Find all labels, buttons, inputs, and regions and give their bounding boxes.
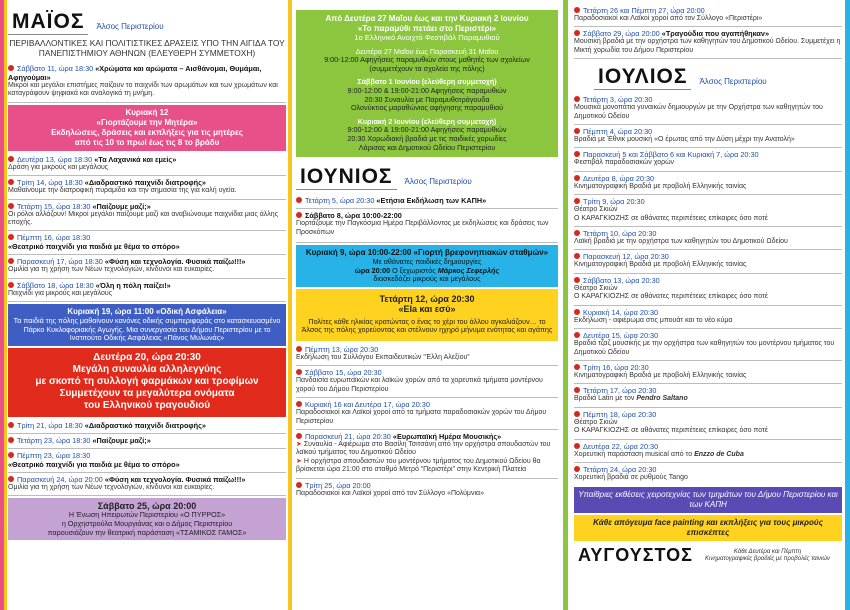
august-note: Κάθε Δευτέρα και Πέμπτη xyxy=(733,548,802,555)
event-desc: Ο ΚΑΡΑΓΚΙΟΖΗΣ σε αθάνατες περιπέτειες επίκαιρες όσο ποτέ xyxy=(574,293,768,301)
event-title: «Θεατρικό παιχνίδι για παιδιά με θέμα το σπόρο» xyxy=(8,242,180,252)
event-desc: Ομιλία για τη χρήση των Νέων τεχνολογιών, κίνδυνοι και ευκαιρίες. xyxy=(8,484,215,492)
event-title: «Φύση και τεχνολογία. Φυσικά παίζω!!!» xyxy=(104,257,246,267)
box-line: Κυριακή 9, ώρα 10:00-22:00 «Γιορτή βρεφονηπιακών σταθμών» xyxy=(305,247,549,257)
bullet-icon xyxy=(296,197,302,203)
bullet-icon xyxy=(8,476,14,482)
event-desc: Παραδοσιακοί και Λαϊκοί χοροί από τον Σύλλογο «Περιστέρι» xyxy=(574,15,763,22)
event-desc: Εκδήλωση του Συλλόγου Εκπαιδευτικών “Έλλη Αλεξίου” xyxy=(296,353,470,361)
box-crafts-exhibition xyxy=(574,487,842,513)
box-line: Πολίτες κάθε ηλικίας κρατώντας ο ένας το χέρι του άλλου αγκαλιάζουν… το Άλσος της πόλης χορεύοντας και στέλνουν ηχηρό μήνυμα ενότητας και αγάπης xyxy=(301,316,553,335)
event-date: Πέμπτη 16, ώρα 18:30 xyxy=(17,233,91,243)
event-date: Παρασκευή 21, ώρα 20:30 xyxy=(305,431,391,441)
event-date: Δευτέρα 13, ώρα 18:30 xyxy=(17,154,93,164)
event-date: Τετάρτη 5, ώρα 20:30 xyxy=(305,196,375,206)
event-desc: Μουσική βραδιά με την ορχήστρα των καθηγητών του Δημοτικού Ωδείου. Συμμετέχει η Μικτή χορωδία του Δήμου Περιστερίου xyxy=(574,38,841,54)
box-face-painting xyxy=(574,515,842,541)
bullet-icon xyxy=(296,482,302,488)
bullet-icon xyxy=(8,234,14,240)
event-june-5 xyxy=(296,194,558,209)
event-desc: Ο ΚΑΡΑΓΚΙΟΖΗΣ σε αθάνατες περιπέτειες επίκαιρες όσο ποτέ xyxy=(574,427,768,435)
box-line: 9:00-12:00 Αφηγήσεις παραμυθιών στους μαθητές των σχολείων xyxy=(324,55,530,65)
event-title: «Τα Λαχανικά και εμείς» xyxy=(94,154,177,164)
bullet-icon xyxy=(296,433,302,439)
box-line: «Γιορτάζουμε την Μητέρα» xyxy=(96,117,198,127)
bullet-icon xyxy=(574,309,580,315)
month-title-may: ΜΑΪΟΣ xyxy=(8,10,88,35)
box-line: διασκεδάζει μικρούς και μεγάλους xyxy=(373,274,481,284)
event-date: Τετάρτη 3, ώρα 20:30 xyxy=(583,95,653,105)
bullet-icon xyxy=(296,346,302,352)
box-line: Λάρισας και Δημοτικού Ωδείου Περιστερίου xyxy=(358,142,496,152)
event-desc: Βραδιά τζαζ μουσικής με την ορχήστρα των καθηγητών του μοντέρνου τμήματος του Δημοτικού Ωδείου xyxy=(574,340,835,356)
box-line: Κυριακή 2 Ιουνίου (ελεύθερη συμμετοχή) xyxy=(357,116,497,126)
bullet-icon xyxy=(574,466,580,472)
event-july-15 xyxy=(574,329,842,361)
event-desc: Πανδαισία ευρωπαϊκών και λαϊκών χορών από τα χορευτικά τμήματα μοντέρνου χορού του Δήμου Περιστερίου xyxy=(296,377,543,393)
event-date: Παρασκευή 17, ώρα 18:30 xyxy=(17,257,103,267)
event-date: Κυριακή 14, ώρα 20:30 xyxy=(583,307,659,317)
event-desc: Γιορτάζουμε την Παγκόσμια Ημέρα Περιβάλλοντος με εκδηλώσεις και δράσεις των Προσκόπων xyxy=(296,220,549,236)
event-desc: Ο ΚΑΡΑΓΚΙΟΖΗΣ σε αθάνατες περιπέτειες επίκαιρες όσο ποτέ xyxy=(574,214,768,222)
bullet-icon xyxy=(574,198,580,204)
may-intro: ΠΕΡΙΒΑΛΛΟΝΤΙΚΕΣ ΚΑΙ ΠΟΛΙΤΙΣΤΙΚΕΣ ΔΡΑΣΕΙΣ ΥΠΟ ΤΗΝ ΑΙΓΙΔΑ ΤΟΥ ΠΑΝΕΠΙΣΤΗΜΙΟΥ ΑΘΗΝΩΝ (ΕΛΕΥΘΕΡΗ ΣΥΜΜΕΤΟΧΗ) xyxy=(9,38,285,58)
event-desc: Χορευτική βραδιά σε ρυθμούς Tango xyxy=(574,473,688,481)
event-subitem: ➤ Η ορχήστρα σπουδαστών του μοντέρνου τμήματος του Δημοτικού Ωδείου θα βρίσκεται ώρα 21:00 στο σταθμό Μετρό “Περιστέρι” στην Κεντρική Πλατεία xyxy=(296,457,541,474)
event-title: «Ετήσια Εκδήλωση των ΚΑΠΗ» xyxy=(376,196,487,206)
june-column xyxy=(296,10,558,501)
event-date: Πέμπτη 18, ώρα 20:30 xyxy=(583,409,657,419)
event-desc: Παραδοσιακοί και Λαϊκοί χοροί από τα τμήματα παραδοσιακών χορών του Δήμου Περιστερίου xyxy=(296,409,547,425)
event-desc: Οι ρόλοι αλλάζουν! Μικροί μεγάλοι παίζουμε μαζί και αναβιώνουμε παιχνίδια μιας άλλης εποχής. xyxy=(8,210,279,227)
box-ela-kai-esy xyxy=(296,289,558,341)
box-line: Με αθάνατες παιδικές δημιουργίες xyxy=(372,256,482,266)
bullet-icon xyxy=(8,258,14,264)
event-date: Παρασκευή 5 και Σάββατο 6 και Κυριακή 7, ώρα 20:30 xyxy=(583,150,759,160)
event-desc: Βραδιά με Έθνικ μουσική «Ο έρωτας από την Δύση μέχρι την Ανατολή» xyxy=(574,136,795,144)
bullet-icon xyxy=(574,387,580,393)
event-desc: Μουσικά μονοπάτια γυναικών δημιουργών με την Ορχήστρα των καθηγητών του Δημοτικού Ωδείου xyxy=(574,104,823,120)
right-edge-bar xyxy=(845,0,850,610)
box-line: του Ελληνικού τραγουδιού xyxy=(83,400,211,412)
event-may-17 xyxy=(8,255,286,278)
event-may-16 xyxy=(8,231,286,255)
box-line: 20:30 Συναυλία με Παραμυθοτράγουδα xyxy=(364,94,490,104)
event-desc: Παραδοσιακοί και Λαϊκοί χοροί από τον Σύλλογο «Πολύμνια» xyxy=(296,489,484,497)
event-desc: Βραδιά Latin με τον xyxy=(574,395,635,403)
box-line: Κυριακή 12 xyxy=(125,107,169,117)
event-performer: Enzzo de Cuba xyxy=(694,450,744,458)
box-fairytale-festival xyxy=(296,10,558,157)
bullet-icon xyxy=(8,422,14,428)
box-line: 20:30 Χορωδιακή βραδιά με τις παιδικές χορωδίες xyxy=(347,133,507,143)
box-line: από τις 10 το πρωί έως τις 8 το βράδυ xyxy=(74,137,220,147)
park-label: Άλσος Περιστερίου xyxy=(96,22,164,31)
event-july-8 xyxy=(574,172,842,195)
event-date: Τετάρτη 26 και Πέμπτη 27, ώρα 20:00 xyxy=(583,6,705,15)
event-may-23b xyxy=(8,449,286,473)
event-desc: Θέατρο Σκιών xyxy=(574,284,618,292)
box-line: Από Δευτέρα 27 Μαΐου έως και την Κυριακή 2 Ιουνίου xyxy=(325,14,529,23)
july-header xyxy=(594,65,842,90)
event-date: Τετάρτη 17, ώρα 20:30 xyxy=(583,386,657,396)
event-june-13 xyxy=(296,343,558,366)
event-july-24 xyxy=(574,463,842,485)
event-title: «Φύση και τεχνολογία. Φυσικά παίζω!!!» xyxy=(104,475,246,485)
event-may-23 xyxy=(8,434,286,449)
divider-2 xyxy=(563,0,568,610)
event-date: Σάββατο 15, ώρα 20:30 xyxy=(305,368,382,378)
event-title: «Ευρωπαϊκή Ημέρα Μουσικής» xyxy=(392,431,502,441)
event-july-3 xyxy=(574,93,842,125)
event-date: Σάββατο 11, ώρα 18:30 xyxy=(17,64,94,73)
bullet-icon xyxy=(8,203,14,209)
event-title: «Θεατρικό παιχνίδι για παιδιά με θέμα το σπόρο» xyxy=(8,460,180,470)
bullet-icon xyxy=(574,230,580,236)
box-text: Ο ξεχωριστός xyxy=(392,265,436,275)
left-edge-bar-2 xyxy=(4,0,7,610)
event-date: Δευτέρα 15, ώρα 20:30 xyxy=(583,331,659,341)
event-may-14 xyxy=(8,176,286,199)
box-line: Δευτέρα 27 Μαΐου έως Παρασκευή 31 Μαΐου xyxy=(355,46,499,56)
event-july-13 xyxy=(574,274,842,306)
event-subitem: ➤ Συναυλία - Αφιέρωμα στο Βασίλη Τσιτσάνη από την ορχήστρα σπουδαστών του λαϊκού τμήματος του Δημοτικού Ωδείου xyxy=(296,440,551,457)
event-july-9 xyxy=(574,195,842,227)
bullet-icon xyxy=(574,332,580,338)
box-solidarity-concert xyxy=(8,348,286,417)
month-title-june: ΙΟΥΝΙΟΣ xyxy=(296,165,397,190)
box-time: ώρα 20:00 xyxy=(354,265,391,275)
event-may-15 xyxy=(8,200,286,232)
event-date: Τρίτη 9, ώρα 20:30 xyxy=(583,197,645,207)
event-july-4 xyxy=(574,125,842,148)
event-july-12 xyxy=(574,250,842,273)
month-title-august: ΑΥΓΟΥΣΤΟΣ xyxy=(578,545,693,566)
event-june-8 xyxy=(296,209,558,243)
event-title: «Τραγούδια που αγαπήθηκαν» xyxy=(661,29,770,39)
bullet-icon xyxy=(296,369,302,375)
event-date: Παρασκευή 24, ώρα 20:00 xyxy=(17,475,103,485)
bullet-icon xyxy=(8,452,14,458)
box-line: (συμμετέχουν τα σχολεία της πόλης) xyxy=(369,63,485,73)
park-label: Άλσος Περιστερίου xyxy=(404,177,472,187)
bullet-icon xyxy=(574,175,580,181)
bullet-icon xyxy=(574,30,580,36)
event-july-16 xyxy=(574,361,842,384)
august-note: Κινηματογραφικές βραδιές με προβολές ταινιών xyxy=(704,555,831,562)
july-column xyxy=(574,4,842,566)
event-date: Τετάρτη 24, ώρα 20:30 xyxy=(583,464,657,474)
bullet-icon xyxy=(574,7,580,13)
box-line: Τα παιδιά της πόλης μαθαίνουν κανόνες οδικής συμπεριφοράς στο κατασκευασμένο Πάρκο Κυκλοφοριακής Αγωγής. Μια συνεργασία του Δήμου Περιστερίου με το Ινστιτούτο Οδικής Ασφάλειας «Πάνος Μυλωνάς» xyxy=(13,316,281,343)
event-july-18 xyxy=(574,408,842,440)
box-line: Κυριακή 19, ώρα 11:00 «Οδική Ασφάλεια» xyxy=(67,307,227,317)
bullet-icon xyxy=(8,156,14,162)
event-desc: Ομιλία για τη χρήση των Νέων τεχνολογιών, κίνδυνοι και ευκαιρίες. xyxy=(8,266,215,274)
box-line: Σάββατο 1 Ιουνίου (ελεύθερη συμμετοχή) xyxy=(357,77,497,87)
bullet-icon xyxy=(574,277,580,283)
box-line: Τετάρτη 12, ώρα 20:30 xyxy=(379,293,475,304)
bullet-icon xyxy=(574,411,580,417)
bullet-icon xyxy=(574,253,580,259)
event-date: Πέμπτη 4, ώρα 20:30 xyxy=(583,127,653,137)
box-line: Μεγάλη συναυλία αλληλεγγύης xyxy=(72,364,222,376)
event-may-21 xyxy=(8,419,286,434)
box-line: Σάββατο 25, ώρα 20:00 xyxy=(97,501,197,512)
box-line: 9:00-12:00 & 19:00-21:00 Αφηγήσεις παραμυθιών xyxy=(347,125,507,135)
box-performer: Μάρκος Σεφερλής xyxy=(437,265,500,275)
event-date: Κυριακή 16 και Δευτέρα 17, ώρα 20:30 xyxy=(305,400,430,410)
august-header xyxy=(574,545,842,566)
event-desc: Δράση για μικρούς και μεγάλους xyxy=(8,163,109,171)
bullet-icon xyxy=(8,179,14,185)
event-date: Σάββατο 13, ώρα 20:30 xyxy=(583,275,660,285)
event-june-25 xyxy=(296,479,558,501)
event-date: Τετάρτη 23, ώρα 18:30 xyxy=(17,436,91,446)
event-june-21 xyxy=(296,430,558,479)
event-may-11 xyxy=(8,62,286,103)
bullet-icon xyxy=(574,443,580,449)
box-mothers-day xyxy=(8,105,286,151)
event-date: Παρασκευή 12, ώρα 20:30 xyxy=(583,252,669,262)
box-line: Δευτέρα 20, ώρα 20:30 xyxy=(93,352,201,364)
bullet-icon xyxy=(8,282,14,288)
event-desc: Κινηματογραφική Βραδιά με προβολή Ελληνικής ταινίας xyxy=(574,261,747,269)
event-date: Σάββατο 18, ώρα 18:30 xyxy=(17,280,94,290)
divider-1 xyxy=(288,0,292,610)
event-date: Τετάρτη 15, ώρα 18:30 xyxy=(17,201,91,211)
event-july-14 xyxy=(574,306,842,329)
event-desc: Η ορχήστρα σπουδαστών του μοντέρνου τμήματος του Δημοτικού Ωδείου θα βρίσκεται ώρα 21:00 στο σταθμό Μετρό “Περιστέρι” στην Κεντρική Πλατεία xyxy=(296,457,541,474)
event-date: Πέμπτη 23, ώρα 18:30 xyxy=(17,451,91,461)
bullet-icon xyxy=(574,364,580,370)
event-title: «Όλη η πόλη παίζει!» xyxy=(95,280,171,290)
event-desc: Συναυλία - Αφιέρωμα στο Βασίλη Τσιτσάνη από την ορχήστρα σπουδαστών του λαϊκού τμήματος του Δημοτικού Ωδείου xyxy=(296,440,551,457)
bullet-icon xyxy=(574,151,580,157)
event-desc: Φεστιβάλ παραδοσιακών χορών xyxy=(574,159,675,167)
event-july-22 xyxy=(574,440,842,463)
event-july-10 xyxy=(574,227,842,250)
bullet-icon xyxy=(8,65,14,71)
box-nursery-festival xyxy=(296,245,558,287)
event-date: Δευτέρα 8, ώρα 20:30 xyxy=(583,173,655,183)
event-desc: Λαϊκή βραδιά με την ορχήστρα των καθηγητών του Δημοτικού Ωδείου xyxy=(574,238,788,246)
event-date: Σάββατο 8, ώρα 10:00-22:00 xyxy=(305,211,402,221)
event-title: «Παίζουμε μαζί;» xyxy=(92,201,151,211)
box-line: Υπαίθριες εκθέσεις χειροτεχνίας των τμημάτων του Δήμου Περιστερίου και των ΚΑΠΗ xyxy=(578,490,838,510)
event-desc: Κινηματογραφική Βραδιά με προβολή Ελληνικής ταινίας xyxy=(574,371,747,379)
event-desc: Εκδήλωση - αφιέρωμα στις μπουάτ και το νέο κύμα xyxy=(574,316,733,324)
box-line: 1ο Ελληνικό Ανοιχτό Φεστιβάλ Παραμυθιού xyxy=(354,33,500,42)
event-july-17 xyxy=(574,384,842,407)
event-date: Τρίτη 25, ώρα 20:00 xyxy=(305,480,371,490)
event-title: «Χρώματα και αρώματα – Αισθάνομαι, Θυμάμαι, Αφηγούμαι» xyxy=(8,64,262,82)
event-desc: Μαθαίνουμε την διατροφική πυραμίδα και την σημασία της για καλή υγεία. xyxy=(8,187,237,195)
event-title: «Διαδραστικό παιχνίδι διατροφής» xyxy=(84,178,206,188)
event-desc: Μικροί και μεγάλοι επιστήμες παίζουν το παιχνίδι των αρωμάτων και των χρωμάτων και καταγράφουν ψηφιακά και αναλογικά τη μνήμη. xyxy=(8,82,278,98)
bullet-icon xyxy=(296,401,302,407)
box-line: η Ορχηστρούλα Μουργιάνας και ο Δήμος Περιστερίου xyxy=(61,519,233,529)
event-july-5 xyxy=(574,148,842,171)
event-desc: Παιχνίδι για μικρούς και μεγάλους xyxy=(8,289,113,297)
event-desc: Θέατρο Σκιών xyxy=(574,418,618,426)
box-line: «Το παραμύθι πετάει στο Περιστέρι» xyxy=(357,24,497,33)
event-june-26 xyxy=(574,4,842,27)
event-date: Τρίτη 16, ώρα 20:30 xyxy=(583,362,649,372)
event-may-18 xyxy=(8,279,286,302)
box-line: Η Ένωση Ηπειρωτών Περιστερίου «Ο ΠΥΡΡΟΣ» xyxy=(68,510,226,520)
event-date: Πέμπτη 13, ώρα 20:30 xyxy=(305,344,379,354)
box-road-safety xyxy=(8,304,286,346)
box-line: 9:00-12:00 & 19:00-21:00 Αφηγήσεις παραμυθιών xyxy=(347,85,507,95)
event-date: Δευτέρα 22, ώρα 20:30 xyxy=(583,441,659,451)
june-header xyxy=(296,165,558,190)
event-performer: Pendro Saltano xyxy=(636,395,688,403)
bullet-icon xyxy=(296,212,302,218)
event-june-29 xyxy=(574,27,842,59)
event-title: «Διαδραστικό παιχνίδι διατροφής» xyxy=(84,421,206,431)
box-line: «Ela και εσύ» xyxy=(398,303,456,314)
may-header xyxy=(8,10,286,35)
event-date: Σάββατο 29, ώρα 20:00 xyxy=(583,29,660,39)
box-line: παρουσιάζουν την θεατρική παράσταση «ΤΣΑΜΙΚΟΣ ΓΑΜΟΣ» xyxy=(47,527,247,537)
bullet-icon xyxy=(574,96,580,102)
event-june-16 xyxy=(296,398,558,430)
event-desc: Κινηματογραφική Βραδιά με προβολή Ελληνικής ταινίας xyxy=(574,182,747,190)
event-date: Τρίτη 14, ώρα 18:30 xyxy=(17,178,83,188)
box-line: Ολονύκτιος μαραθώνιος αφήγησης παραμυθιού xyxy=(350,103,504,113)
event-title: «Παίζουμε μαζί;» xyxy=(92,436,151,446)
may-column xyxy=(8,10,286,542)
event-may-13 xyxy=(8,153,286,176)
bullet-icon xyxy=(8,437,14,443)
month-title-july: ΙΟΥΛΙΟΣ xyxy=(594,65,691,90)
event-date: Τετάρτη 10, ώρα 20:30 xyxy=(583,229,657,239)
box-line: Συμμετέχουν τα μεγαλύτερα ονόματα xyxy=(59,388,235,400)
event-june-15 xyxy=(296,366,558,398)
park-label: Άλσος Περιστερίου xyxy=(699,77,767,87)
box-line: με σκοπό τη συλλογή φαρμάκων και τροφίμων xyxy=(35,376,259,388)
event-desc: Χορευτική παράσταση musical από το xyxy=(574,450,693,458)
box-theatre-play xyxy=(8,498,286,540)
event-desc: Θέατρο Σκιών xyxy=(574,206,618,214)
event-may-24 xyxy=(8,473,286,496)
bullet-icon xyxy=(574,128,580,134)
box-line: Εκδηλώσεις, δράσεις και εκπλήξεις για τις μητέρες xyxy=(51,127,243,137)
event-date: Τρίτη 21, ώρα 18:30 xyxy=(17,421,83,431)
box-line: Κάθε απόγευμα face painting και εκπλήξεις για τους μικρούς επισκέπτες xyxy=(593,518,823,538)
